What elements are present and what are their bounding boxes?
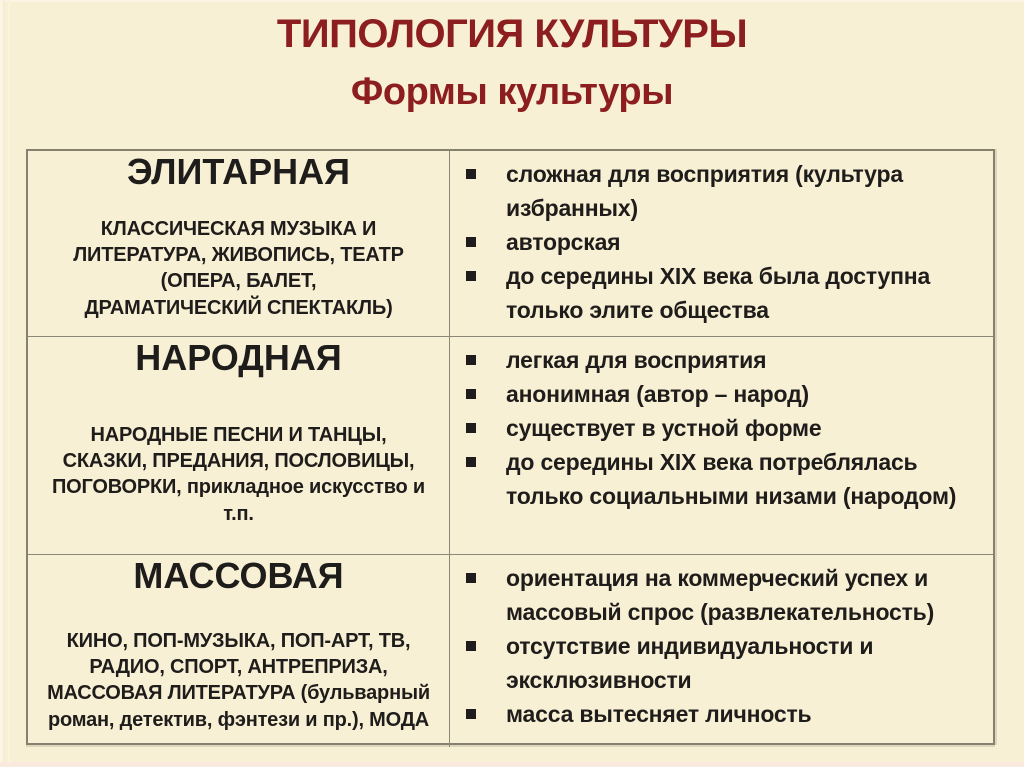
form-cell-folk [28,337,450,555]
slide-header [0,0,1024,114]
features-list-mass [462,561,983,731]
culture-forms-table [26,149,995,745]
feature-text: масса вытесняет личность [506,701,812,727]
bullet-icon [466,169,476,179]
bullet-icon [466,389,476,399]
slide-bottom-edge [0,762,1024,767]
feature-text: существует в устной форме [506,415,822,441]
slide-title: ТИПОЛОГИЯ КУЛЬТУРЫ [276,12,748,56]
bullet-icon [466,355,476,365]
slide-left-edge-line [8,0,10,767]
features-list-folk [462,343,983,513]
form-name-elite: ЭЛИТАРНАЯ [127,151,350,192]
form-examples-elite: КЛАССИЧЕСКАЯ МУЗЫКА И ЛИТЕРАТУРА, ЖИВОПИСЬ, ТЕАТР (ОПЕРА, БАЛЕТ, ДРАМАТИЧЕСКИЙ СПЕКТАКЛЬ) [73,217,404,319]
bullet-icon [466,573,476,583]
bullet-icon [466,641,476,651]
form-name-mass: МАССОВАЯ [133,555,344,596]
feature-text: отсутствие индивидуальности и эксклюзивности [506,633,874,693]
form-cell-mass [28,555,450,747]
feature-item [462,259,983,327]
feature-text: авторская [506,229,621,255]
features-cell-folk [450,337,993,555]
form-name-folk: НАРОДНАЯ [135,337,342,378]
form-examples-mass: КИНО, ПОП-МУЗЫКА, ПОП-АРТ, ТВ, РАДИО, СПОРТ, АНТРЕПРИЗА, МАССОВАЯ ЛИТЕРАТУРА (бульварный роман, детектив, фэнтези и пр.), МОДА [47,629,430,731]
feature-text: легкая для восприятия [506,347,767,373]
bullet-icon [466,423,476,433]
features-cell-mass [450,555,993,747]
feature-item [462,343,983,377]
feature-item [462,629,983,697]
form-examples-folk: НАРОДНЫЕ ПЕСНИ И ТАНЦЫ, СКАЗКИ, ПРЕДАНИЯ, ПОСЛОВИЦЫ, ПОГОВОРКИ, прикладное искусство и т.п. [51,423,426,525]
features-list-elite [462,157,983,327]
slide-left-edge [0,0,4,767]
feature-item [462,377,983,411]
bullet-icon [466,709,476,719]
feature-item [462,157,983,225]
feature-text: анонимная (автор – народ) [506,381,809,407]
feature-text: до середины XIX века потреблялась только социальными низами (народом) [506,449,957,509]
bullet-icon [466,237,476,247]
feature-item [462,225,983,259]
features-cell-elite [450,151,993,337]
form-cell-elite [28,151,450,337]
feature-item [462,697,983,731]
feature-item [462,561,983,629]
bullet-icon [466,457,476,467]
slide-subtitle: Формы культуры [350,71,674,113]
feature-text: ориентация на коммерческий успех и массовый спрос (развлекательность) [506,565,935,625]
feature-item [462,445,983,513]
bullet-icon [466,271,476,281]
feature-item [462,411,983,445]
feature-text: сложная для восприятия (культура избранных) [506,161,903,221]
feature-text: до середины XIX века была доступна только элите общества [506,263,931,323]
